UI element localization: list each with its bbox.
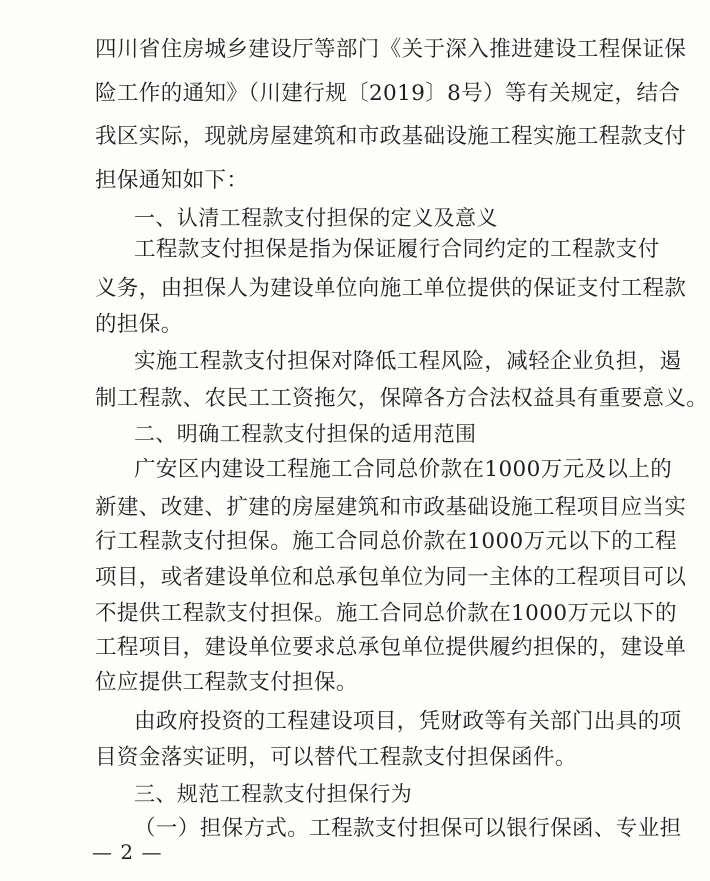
text-line: 不提供工程款支付担保。施工合同总价款在1000万元以下的	[95, 601, 677, 626]
text-line: 担保通知如下：	[95, 168, 249, 193]
paragraph-first-line: 工程款支付担保是指为保证履行合同约定的工程款支付	[134, 237, 660, 262]
text-line: 行工程款支付担保。施工合同总价款在1000万元以下的工程	[95, 529, 677, 554]
section-heading-2: 二、明确工程款支付担保的适用范围	[134, 422, 477, 446]
text-line: 的担保。	[95, 312, 183, 337]
paragraph-first-line: 广安区内建设工程施工合同总价款在1000万元及以上的	[134, 457, 673, 482]
text-line: 制工程款、农民工工资拖欠，保障各方合法权益具有重要意义。	[95, 386, 709, 411]
section-heading-1: 一、认清工程款支付担保的定义及意义	[134, 206, 498, 230]
text-line: 四川省住房城乡建设厅等部门《关于深入推进建设工程保证保	[95, 37, 687, 62]
text-line: 义务，由担保人为建设单位向施工单位提供的保证支付工程款	[95, 276, 687, 301]
text-line: 工程项目，建设单位要求总承包单位提供履约担保的，建设单	[95, 635, 687, 660]
text-line: 新建、改建、扩建的房屋建筑和市政基础设施工程项目应当实	[95, 495, 687, 520]
text-line: 险工作的通知》（川建行规〔2019〕8号）等有关规定，结合	[95, 81, 681, 106]
text-line: 目资金落实证明，可以替代工程款支付担保函件。	[95, 745, 577, 770]
paragraph-first-line: 由政府投资的工程建设项目，凭财政等有关部门出具的项	[134, 709, 682, 734]
text-line: 位应提供工程款支付担保。	[95, 670, 358, 695]
paragraph-first-line: （一）担保方式。工程款支付担保可以银行保函、专业担	[134, 816, 682, 841]
text-line: 我区实际，现就房屋建筑和市政基础设施工程实施工程款支付	[95, 124, 687, 149]
text-line: 项目，或者建设单位和总承包单位为同一主体的工程项目可以	[95, 565, 687, 590]
page-number: — 2 —	[92, 840, 163, 864]
section-heading-3: 三、规范工程款支付担保行为	[134, 782, 413, 806]
paragraph-first-line: 实施工程款支付担保对降低工程风险，减轻企业负担，遏	[134, 349, 682, 374]
